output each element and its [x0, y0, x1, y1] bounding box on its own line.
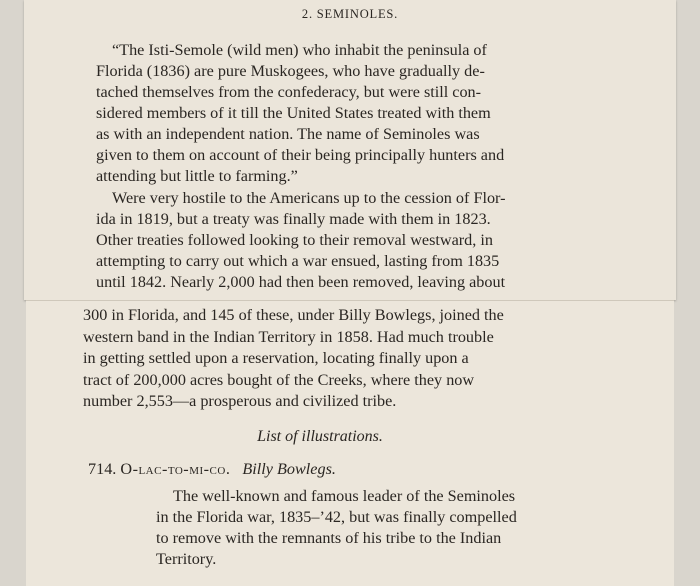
- body-line: ida in 1819, but a treaty was finally made with them in 1823.: [96, 210, 491, 228]
- entry-number: 714.: [88, 460, 117, 478]
- body-line: tract of 200,000 acres bought of the Creeks, where they now: [83, 371, 475, 389]
- body-line: tached themselves from the confederacy, but were still con-: [96, 83, 482, 101]
- list-of-illustrations-heading: List of illustrations.: [257, 428, 383, 445]
- entry-description-line: Territory.: [156, 550, 217, 568]
- body-line: in getting settled upon a reservation, locating finally upon a: [83, 349, 469, 367]
- entry-description-line: in the Florida war, 1835–’42, but was finally compelled: [156, 508, 517, 526]
- body-line: given to them on account of their being principally hunters and: [96, 146, 505, 164]
- section-heading: 2. SEMINOLES.: [301, 7, 399, 21]
- entry-name: O-lac-to-mi-co.: [120, 460, 231, 478]
- body-line: attempting to carry out which a war ensued, lasting from 1835: [96, 252, 500, 270]
- body-line: sidered members of it till the United States treated with them: [96, 104, 491, 122]
- body-line: Florida (1836) are pure Muskogees, who have gradually de-: [96, 62, 485, 80]
- body-line: until 1842. Nearly 2,000 had then been removed, leaving about: [96, 273, 506, 291]
- body-line: attending but little to farming.”: [96, 167, 298, 185]
- body-line: as with an independent nation. The name of Seminoles was: [96, 125, 480, 143]
- body-line: Were very hostile to the Americans up to the cession of Flor-: [112, 189, 506, 207]
- entry-description-line: to remove with the remnants of his tribe to the Indian: [156, 529, 502, 547]
- body-line: number 2,553—a prosperous and civilized tribe.: [83, 392, 397, 410]
- body-line: “The Isti-Semole (wild men) who inhabit the peninsula of: [112, 41, 487, 59]
- entry-alias: Billy Bowlegs.: [242, 460, 336, 478]
- body-line: 300 in Florida, and 145 of these, under Billy Bowlegs, joined the: [83, 306, 504, 324]
- body-line: Other treaties followed looking to their removal westward, in: [96, 231, 493, 249]
- illustration-entry-header: [88, 459, 336, 480]
- entry-description-line: The well-known and famous leader of the Seminoles: [173, 487, 516, 505]
- body-line: western band in the Indian Territory in 1858. Had much trouble: [83, 328, 494, 346]
